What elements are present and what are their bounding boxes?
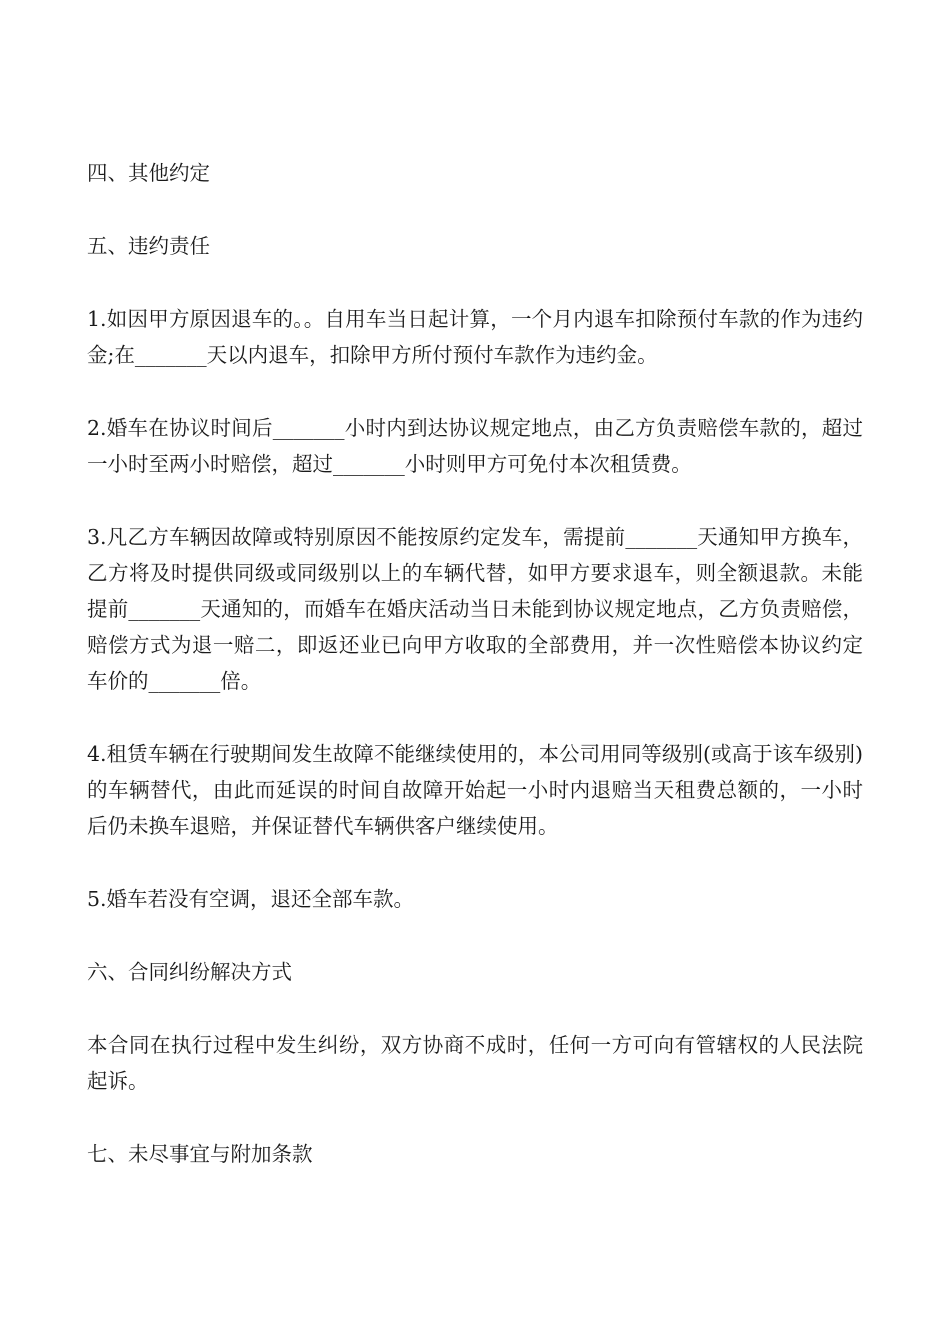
section-heading-other-agreements: 四、其他约定 (87, 161, 210, 185)
section-heading-dispute: 六、合同纠纷解决方式 (87, 960, 292, 984)
clause-4: 4.租赁车辆在行驶期间发生故障不能继续使用的，本公司用同等级别(或高于该车级别)的车辆替代，由此而延误的时间自故障开始起一小时内退赔当天租费总额的，一小时后仍未换车退赔，并保证替代车辆供客户继续使用。 (87, 742, 863, 838)
section-heading-liability: 五、违约责任 (87, 234, 210, 258)
clause-1: 1.如因甲方原因退车的。。自用车当日起计算，一个月内退车扣除预付车款的作为违约金;在_______天以内退车，扣除甲方所付预付车款作为违约金。 (87, 307, 863, 367)
clause-5: 5.婚车若没有空调，退还全部车款。 (87, 887, 415, 911)
document-page (87, 155, 863, 1209)
dispute-paragraph: 本合同在执行过程中发生纠纷，双方协商不成时，任何一方可向有管辖权的人民法院起诉。 (87, 1033, 863, 1093)
clause-2: 2.婚车在协议时间后_______小时内到达协议规定地点，由乙方负责赔偿车款的，超过一小时至两小时赔偿，超过_______小时则甲方可免付本次租赁费。 (87, 416, 863, 476)
clause-3: 3.凡乙方车辆因故障或特别原因不能按原约定发车，需提前_______天通知甲方换车，乙方将及时提供同级或同级别以上的车辆代替，如甲方要求退车，则全额退款。未能提前_______天通知的，而婚车在婚庆活动当日未能到协议规定地点，乙方负责赔偿，赔偿方式为退一赔二，即返还业已向甲方收取的全部费用，并一次性赔偿本协议约定车价的_______倍。 (87, 525, 863, 693)
section-heading-additional-terms: 七、未尽事宜与附加条款 (87, 1142, 313, 1166)
